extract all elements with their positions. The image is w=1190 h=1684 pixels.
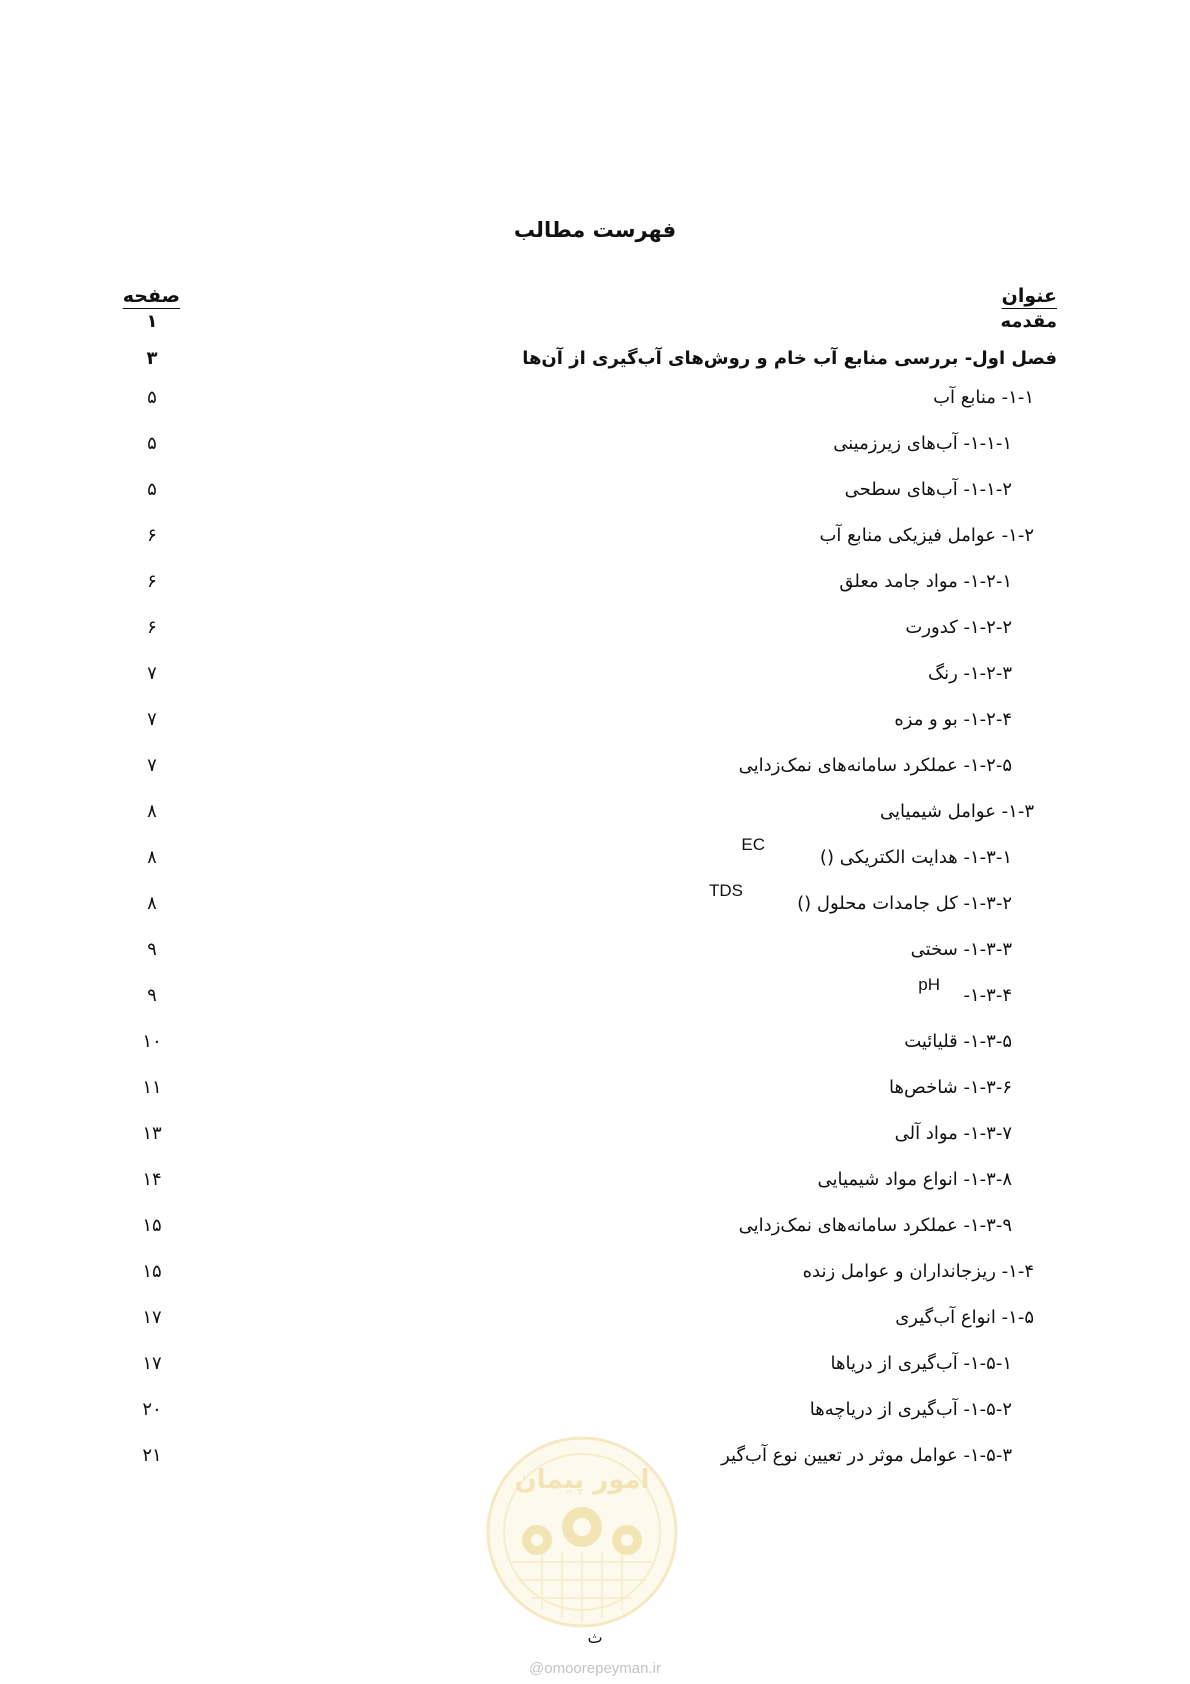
toc-entry-title: ۱-۳-۷- مواد آلی [894,1123,1012,1144]
toc-entry[interactable] [0,975,1190,1021]
toc-entry[interactable] [0,1073,1190,1113]
toc-entry-title: ۱-۵-۲- آب‌گیری از دریاچه‌ها [809,1399,1012,1420]
toc-entry-page: ۱۳ [142,1123,162,1144]
toc-entry[interactable] [0,705,1190,745]
toc-entry-title: ۱-۱-۲- آب‌های سطحی [844,479,1012,500]
toc-entry-title: ۱-۲- عوامل فیزیکی منابع آب [819,525,1034,546]
toc-entry-page: ۷ [147,709,157,730]
toc-entry-page: ۱۰ [142,1031,162,1052]
toc-entry[interactable] [0,383,1190,423]
toc-entry[interactable] [0,835,1190,883]
toc-entry-title: فصل اول- بررسی منابع آب خام و روش‌های آب‌گیری از آن‌ها [522,348,1057,369]
toc-entry-page: ۲۱ [142,1445,162,1466]
toc-entry-abbreviation: EC [741,835,765,854]
toc-entry-title: ۱-۱-۱- آب‌های زیرزمینی [833,433,1012,454]
toc-entry-page: ۱۴ [142,1169,162,1190]
toc-entry-title: ۱-۲-۲- کدورت [905,617,1012,638]
toc-entry-title: ۱-۲-۵- عملکرد سامانه‌های نمک‌زدایی [738,755,1012,776]
toc-entry[interactable] [0,1349,1190,1389]
toc-entry-page: ۱۷ [142,1353,162,1374]
page-number: ث [587,1628,603,1647]
toc-entry[interactable] [0,475,1190,515]
toc-entry-title: ۱-۳- عوامل شیمیایی [880,801,1034,822]
toc-entry-title: ۱-۲-۱- مواد جامد معلق [839,571,1012,592]
toc-entry[interactable] [0,567,1190,607]
toc-entry-title: ۱-۳-۴- [963,985,1012,1006]
toc-entry[interactable] [0,797,1190,837]
toc-entry-title-text: ۱-۳-۲- کل جامدات محلول () [797,893,1012,914]
toc-entry[interactable] [0,935,1190,975]
toc-entry-page: ۸ [147,801,157,822]
toc-entry-page: ۱۵ [142,1215,162,1236]
column-header-title: عنوان [1001,285,1057,307]
column-header-page: صفحه [122,285,180,307]
toc-entry[interactable] [0,1395,1190,1435]
toc-entry[interactable] [0,1165,1190,1205]
toc-entry-page: ۵ [147,387,157,408]
toc-entry-title [797,889,1012,919]
toc-entry-title-text: ۱-۳-۱- هدایت الکتریکی () [819,847,1012,868]
toc-entry-page: ۷ [147,663,157,684]
site-url[interactable]: @omoorepeyman.ir [529,1660,661,1677]
toc-entry-page: ۱ [146,311,158,332]
toc-entry-title: ۱-۵-۳- عوامل موثر در تعیین نوع آب‌گیر [721,1445,1012,1466]
toc-entry-page: ۶ [147,525,157,546]
toc-entry-abbreviation: pH [918,975,940,994]
toc-entry-title: ۱-۵- انواع آب‌گیری [895,1307,1034,1328]
toc-entry-page: ۵ [147,479,157,500]
toc-entry-page: ۱۵ [142,1261,162,1282]
toc-entry-page: ۹ [147,985,157,1006]
toc-entry-page: ۹ [147,939,157,960]
toc-entry[interactable] [0,613,1190,653]
toc-entry[interactable] [0,429,1190,469]
toc-entry-title: ۱-۳-۶- شاخص‌ها [889,1077,1012,1098]
toc-entry-title: ۱-۵-۱- آب‌گیری از دریاها [830,1353,1012,1374]
toc-entry[interactable] [0,751,1190,791]
toc-entry-page: ۱۱ [142,1077,162,1098]
toc-entry-page: ۶ [147,617,157,638]
toc-entry-title: ۱-۳-۹- عملکرد سامانه‌های نمک‌زدایی [738,1215,1012,1236]
toc-entry[interactable] [0,1027,1190,1067]
toc-entry[interactable] [0,344,1190,384]
toc-entry-page: ۱۷ [142,1307,162,1328]
toc-entry[interactable] [0,1257,1190,1297]
toc-entry-title: ۱-۱- منابع آب [933,387,1034,408]
toc-entry-title: ۱-۲-۳- رنگ [927,663,1012,684]
watermark-text: امور پیمان [514,1465,650,1495]
toc-entry-title: ۱-۳-۳- سختی [910,939,1012,960]
toc-entry-abbreviation: TDS [709,881,743,900]
toc-entry-page: ۸ [147,893,157,914]
toc-entry-page: ۶ [147,571,157,592]
toc-entry-page: ۸ [147,847,157,868]
toc-entry[interactable] [0,881,1190,929]
toc-entry-page: ۵ [147,433,157,454]
toc-entry[interactable] [0,521,1190,561]
watermark-logo [482,1432,682,1632]
toc-entry[interactable] [0,1119,1190,1159]
toc-entry[interactable] [0,1303,1190,1343]
toc-entry[interactable] [0,659,1190,699]
toc-entry-title: ۱-۴- ریزجانداران و عوامل زنده [802,1261,1034,1282]
toc-entry-title: ۱-۲-۴- بو و مزه [894,709,1012,730]
toc-entry-page: ۳ [146,348,158,369]
toc-entry-title: مقدمه [1000,311,1057,332]
toc-entry-page: ۲۰ [142,1399,162,1420]
toc-entry-title [820,843,1012,873]
toc-entry[interactable] [0,307,1190,347]
page-title: فهرست مطالب [513,218,677,242]
toc-entry-page: ۷ [147,755,157,776]
toc-entry[interactable] [0,1211,1190,1251]
toc-entry-title: ۱-۳-۵- قلیائیت [904,1031,1012,1052]
toc-entry-title: ۱-۳-۸- انواع مواد شیمیایی [817,1169,1012,1190]
